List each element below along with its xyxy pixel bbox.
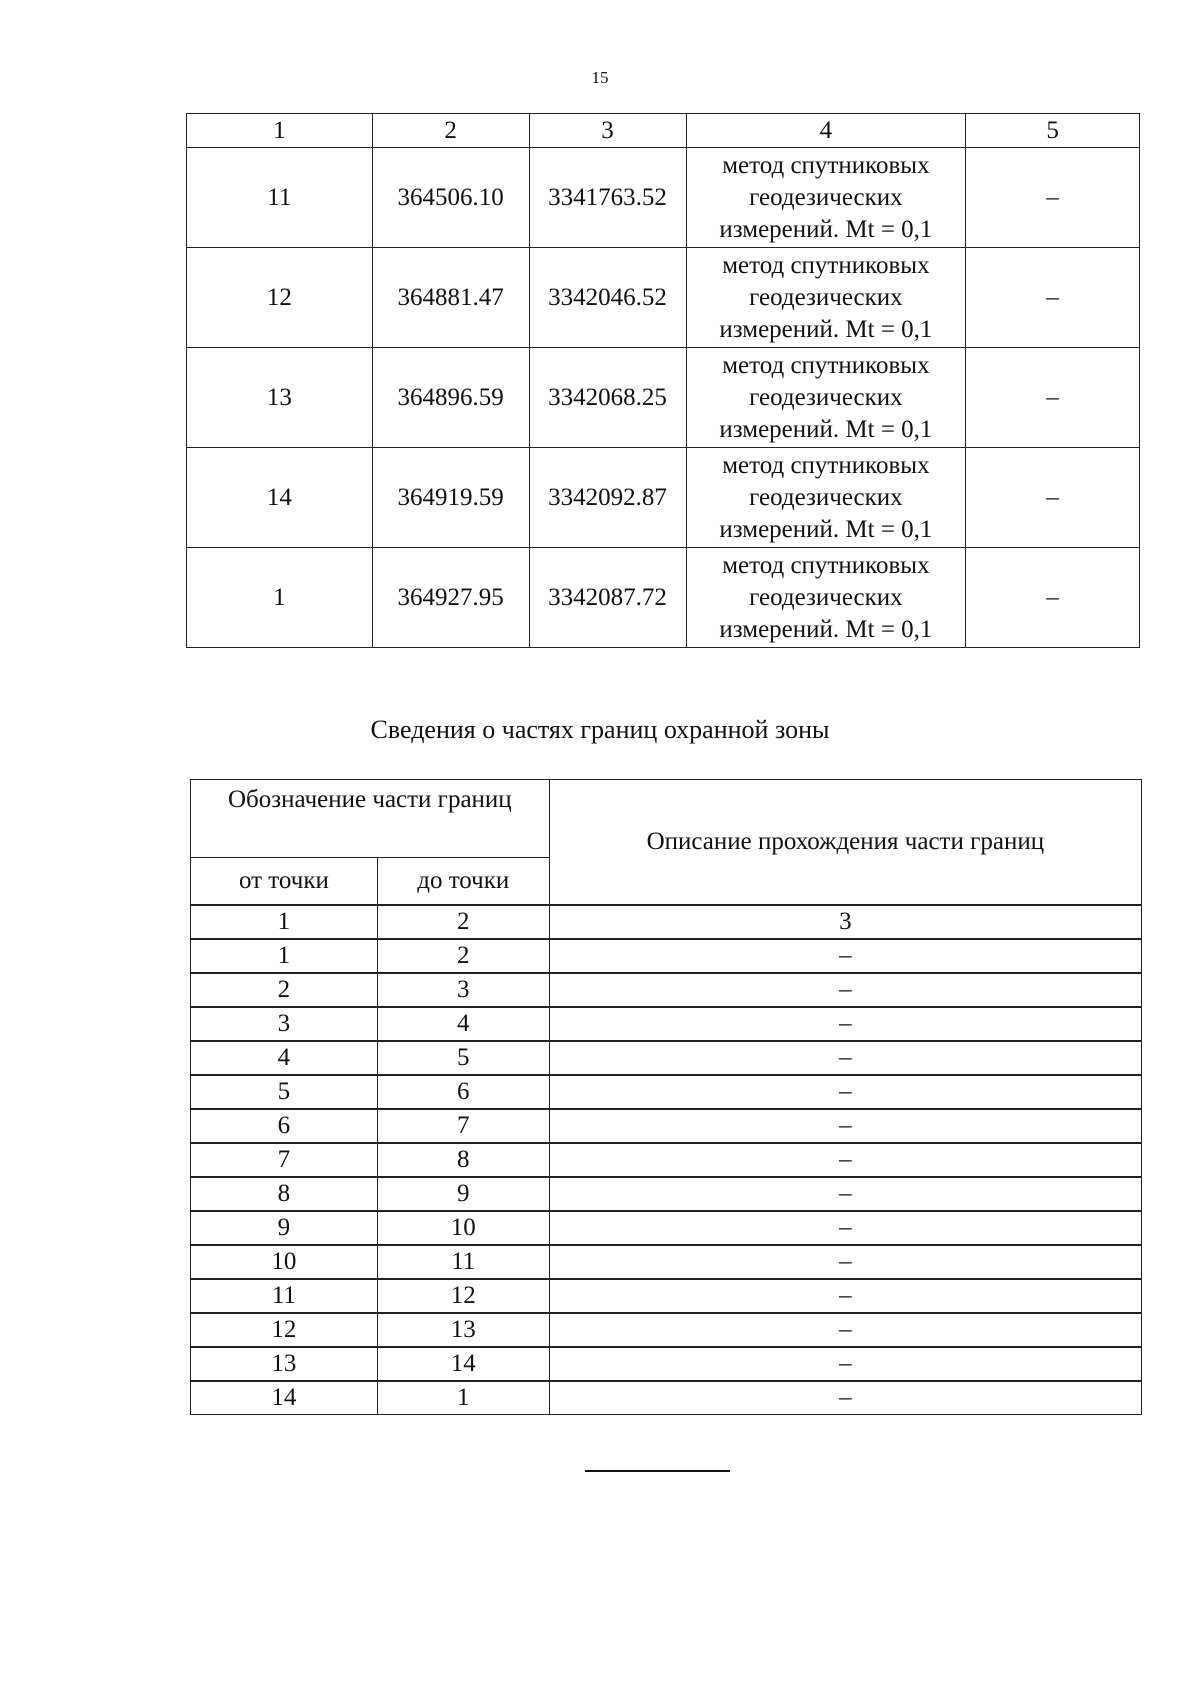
method-line: метод спутниковых (722, 351, 930, 379)
column-number-cell: 5 (966, 114, 1140, 148)
method-cell (686, 348, 966, 448)
to-point-cell: 12 (377, 1279, 549, 1313)
method-cell (686, 448, 966, 548)
to-point-cell: 9 (377, 1177, 549, 1211)
section-title: Сведения о частях границ охранной зоны (370, 715, 830, 744)
note-cell: – (966, 348, 1140, 448)
from-point-header: от точки (191, 858, 378, 906)
x-coordinate-cell: 364927.95 (372, 548, 529, 648)
from-point-cell: 13 (191, 1347, 378, 1381)
description-cell: – (549, 1041, 1141, 1075)
column-number-cell: 1 (191, 905, 378, 939)
y-coordinate-cell: 3342087.72 (529, 548, 686, 648)
method-line: метод спутниковых (722, 451, 930, 479)
method-cell (686, 148, 966, 248)
x-coordinate-cell: 364919.59 (372, 448, 529, 548)
description-cell: – (549, 1279, 1141, 1313)
from-point-cell: 11 (191, 1279, 378, 1313)
description-cell: – (549, 1177, 1141, 1211)
table-row (191, 1279, 1142, 1313)
table-row (191, 1041, 1142, 1075)
column-number-cell: 3 (529, 114, 686, 148)
end-of-section-rule (585, 1470, 730, 1472)
to-point-header: до точки (377, 858, 549, 906)
to-point-cell: 6 (377, 1075, 549, 1109)
method-line: геодезических (749, 383, 903, 411)
column-number-cell: 1 (187, 114, 373, 148)
note-cell: – (966, 148, 1140, 248)
method-line: измерений. Mt = 0,1 (719, 415, 933, 443)
method-line: измерений. Mt = 0,1 (719, 615, 933, 643)
x-coordinate-cell: 364881.47 (372, 248, 529, 348)
table-row (191, 1245, 1142, 1279)
from-point-cell: 14 (191, 1381, 378, 1415)
from-point-cell: 10 (191, 1245, 378, 1279)
method-line: геодезических (749, 183, 903, 211)
table-row (191, 939, 1142, 973)
method-line: геодезических (749, 583, 903, 611)
column-number-cell: 2 (372, 114, 529, 148)
page-number: 15 (591, 68, 609, 87)
table-row (187, 448, 1140, 548)
boundary-part-description-header: Описание прохождения части границ (549, 780, 1141, 906)
method-line: измерений. Mt = 0,1 (719, 515, 933, 543)
from-point-cell: 2 (191, 973, 378, 1007)
table-row (187, 148, 1140, 248)
y-coordinate-cell: 3341763.52 (529, 148, 686, 248)
to-point-cell: 8 (377, 1143, 549, 1177)
method-line: измерений. Mt = 0,1 (719, 215, 933, 243)
from-point-cell: 6 (191, 1109, 378, 1143)
method-line: измерений. Mt = 0,1 (719, 315, 933, 343)
table-row (191, 1143, 1142, 1177)
from-point-cell: 8 (191, 1177, 378, 1211)
from-point-cell: 9 (191, 1211, 378, 1245)
description-cell: – (549, 939, 1141, 973)
from-point-cell: 12 (191, 1313, 378, 1347)
note-cell: – (966, 548, 1140, 648)
table-row (191, 1109, 1142, 1143)
table-row (191, 1381, 1142, 1415)
x-coordinate-cell: 364506.10 (372, 148, 529, 248)
point-number-cell: 1 (187, 548, 373, 648)
to-point-cell: 10 (377, 1211, 549, 1245)
x-coordinate-cell: 364896.59 (372, 348, 529, 448)
table-row (187, 348, 1140, 448)
note-cell: – (966, 248, 1140, 348)
point-number-cell: 14 (187, 448, 373, 548)
note-cell: – (966, 448, 1140, 548)
method-line: метод спутниковых (722, 551, 930, 579)
to-point-cell: 3 (377, 973, 549, 1007)
description-cell: – (549, 1007, 1141, 1041)
description-cell: – (549, 1381, 1141, 1415)
description-cell: – (549, 1143, 1141, 1177)
description-cell: – (549, 1211, 1141, 1245)
y-coordinate-cell: 3342068.25 (529, 348, 686, 448)
description-cell: – (549, 1075, 1141, 1109)
to-point-cell: 5 (377, 1041, 549, 1075)
boundary-part-designation-header: Обозначение части границ (191, 780, 550, 858)
to-point-cell: 2 (377, 939, 549, 973)
column-numbers-row (191, 905, 1142, 939)
from-point-cell: 7 (191, 1143, 378, 1177)
y-coordinate-cell: 3342046.52 (529, 248, 686, 348)
description-cell: – (549, 1245, 1141, 1279)
table-row (191, 1313, 1142, 1347)
method-cell (686, 548, 966, 648)
point-number-cell: 12 (187, 248, 373, 348)
table-row (191, 1211, 1142, 1245)
boundary-parts-table (190, 779, 1142, 1415)
coordinates-table-header-row (187, 114, 1140, 148)
column-number-cell: 4 (686, 114, 966, 148)
method-line: метод спутниковых (722, 251, 930, 279)
method-line: метод спутниковых (722, 151, 930, 179)
method-cell (686, 248, 966, 348)
y-coordinate-cell: 3342092.87 (529, 448, 686, 548)
from-point-cell: 5 (191, 1075, 378, 1109)
table-row (191, 1007, 1142, 1041)
to-point-cell: 13 (377, 1313, 549, 1347)
to-point-cell: 11 (377, 1245, 549, 1279)
table-row (191, 1177, 1142, 1211)
to-point-cell: 1 (377, 1381, 549, 1415)
table-row (187, 248, 1140, 348)
parts-table-header-row (191, 780, 1142, 858)
table-row (191, 1347, 1142, 1381)
from-point-cell: 1 (191, 939, 378, 973)
description-cell: – (549, 1313, 1141, 1347)
description-cell: – (549, 1347, 1141, 1381)
column-number-cell: 2 (377, 905, 549, 939)
method-line: геодезических (749, 283, 903, 311)
table-row (187, 548, 1140, 648)
table-row (191, 1075, 1142, 1109)
description-cell: – (549, 973, 1141, 1007)
method-line: геодезических (749, 483, 903, 511)
point-number-cell: 13 (187, 348, 373, 448)
to-point-cell: 14 (377, 1347, 549, 1381)
point-number-cell: 11 (187, 148, 373, 248)
from-point-cell: 3 (191, 1007, 378, 1041)
from-point-cell: 4 (191, 1041, 378, 1075)
to-point-cell: 4 (377, 1007, 549, 1041)
description-cell: – (549, 1109, 1141, 1143)
coordinates-table (186, 113, 1140, 648)
column-number-cell: 3 (549, 905, 1141, 939)
table-row (191, 973, 1142, 1007)
to-point-cell: 7 (377, 1109, 549, 1143)
